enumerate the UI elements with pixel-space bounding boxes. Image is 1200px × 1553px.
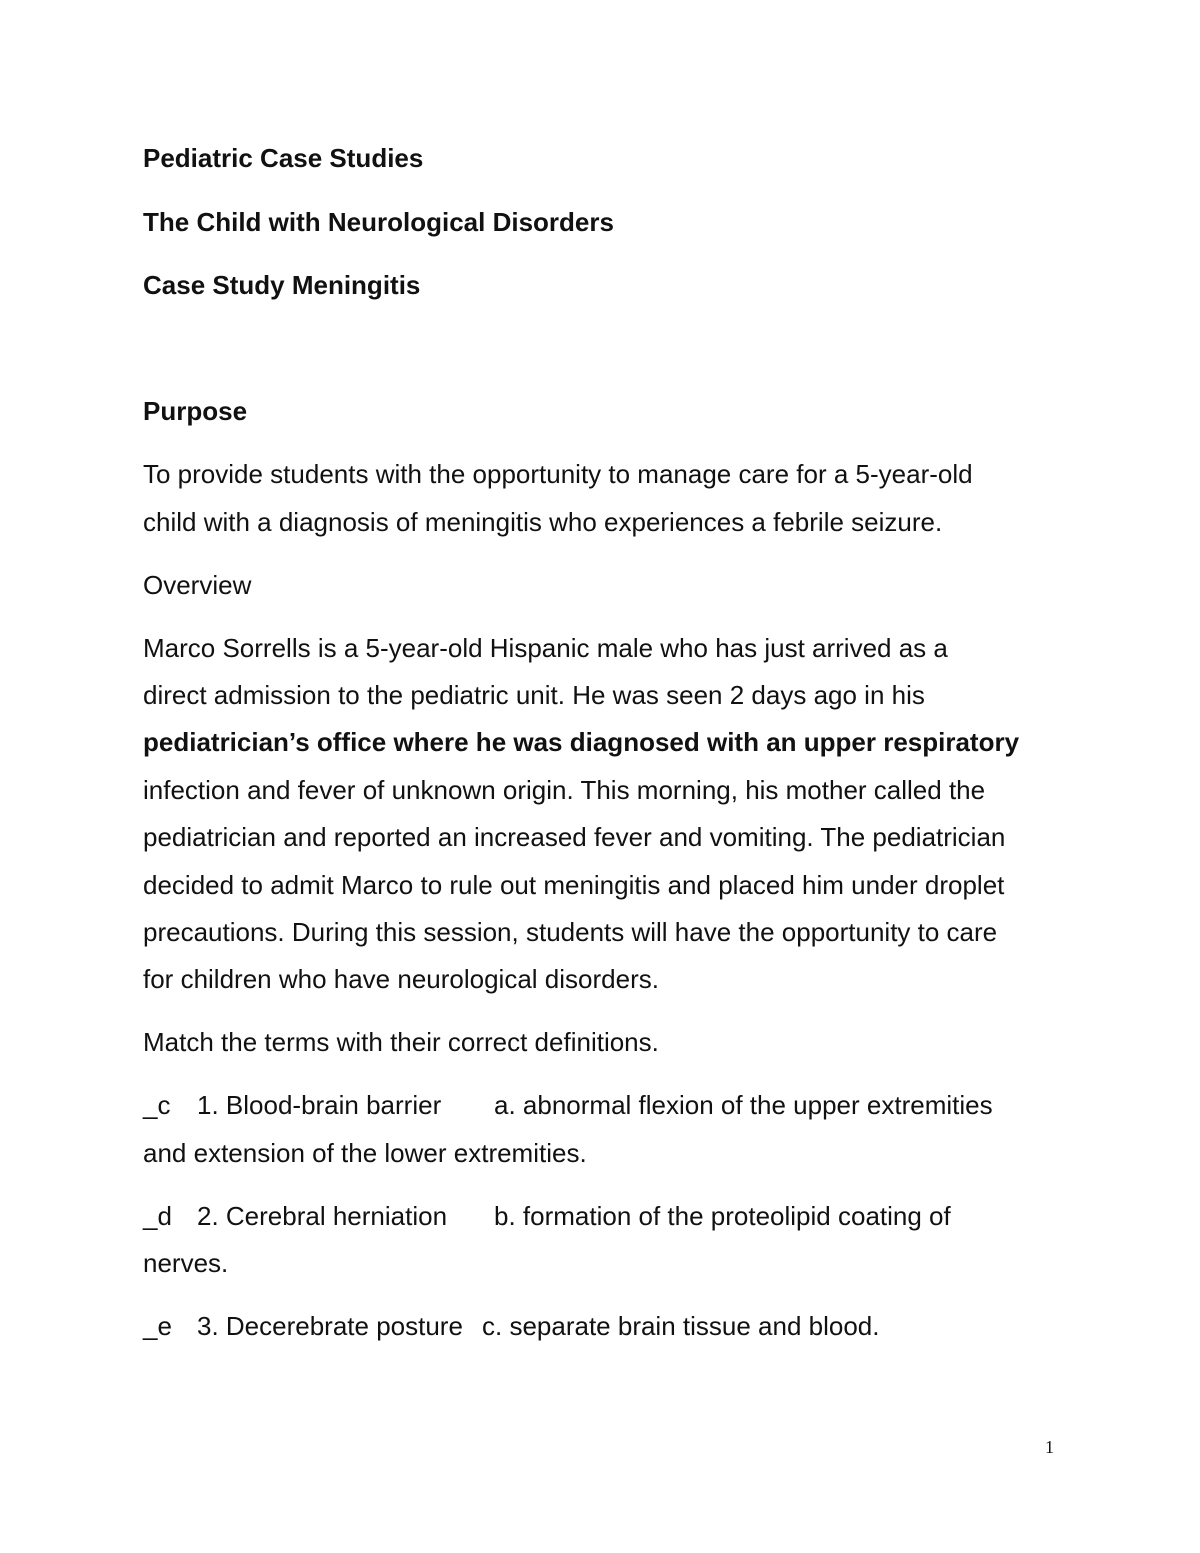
purpose-line: child with a diagnosis of meningitis who experiences a febrile seizure. [143, 507, 943, 537]
matching-answer: _d [143, 1201, 172, 1231]
overview-line: decided to admit Marco to rule out meningitis and placed him under droplet [143, 870, 1005, 900]
matching-term: 1. Blood-brain barrier [197, 1090, 442, 1120]
matching-continuation: nerves. [143, 1248, 229, 1278]
overview-line: pediatrician’s office where he was diagnosed with an upper respiratory [143, 727, 1020, 757]
matching-term: 2. Cerebral herniation [197, 1201, 448, 1231]
overview-line: pediatrician and reported an increased fever and vomiting. The pediatrician [143, 822, 1006, 852]
document-subtitle: The Child with Neurological Disorders [143, 207, 614, 237]
overview-line: direct admission to the pediatric unit. He was seen 2 days ago in his [143, 680, 925, 710]
purpose-line: To provide students with the opportunity to manage care for a 5-year-old [143, 459, 973, 489]
overview-line: for children who have neurological disorders. [143, 964, 659, 994]
purpose-heading: Purpose [143, 396, 248, 426]
overview-line: infection and fever of unknown origin. This morning, his mother called the [143, 775, 986, 805]
matching-continuation: and extension of the lower extremities. [143, 1138, 587, 1168]
document-title: Pediatric Case Studies [143, 143, 424, 173]
page-number: 1 [1045, 1437, 1054, 1457]
overview-line: precautions. During this session, students will have the opportunity to care [143, 917, 998, 947]
case-title: Case Study Meningitis [143, 270, 421, 300]
matching-answer: _c [143, 1090, 171, 1120]
matching-instruction: Match the terms with their correct definitions. [143, 1027, 659, 1057]
overview-heading: Overview [143, 570, 252, 600]
matching-definition: b. formation of the proteolipid coating of [494, 1201, 951, 1231]
matching-definition: a. abnormal flexion of the upper extremities [494, 1090, 993, 1120]
matching-definition: c. separate brain tissue and blood. [482, 1311, 880, 1341]
matching-answer: _e [143, 1311, 172, 1341]
overview-line: Marco Sorrells is a 5-year-old Hispanic male who has just arrived as a [143, 633, 948, 663]
matching-term: 3. Decerebrate posture [197, 1311, 463, 1341]
